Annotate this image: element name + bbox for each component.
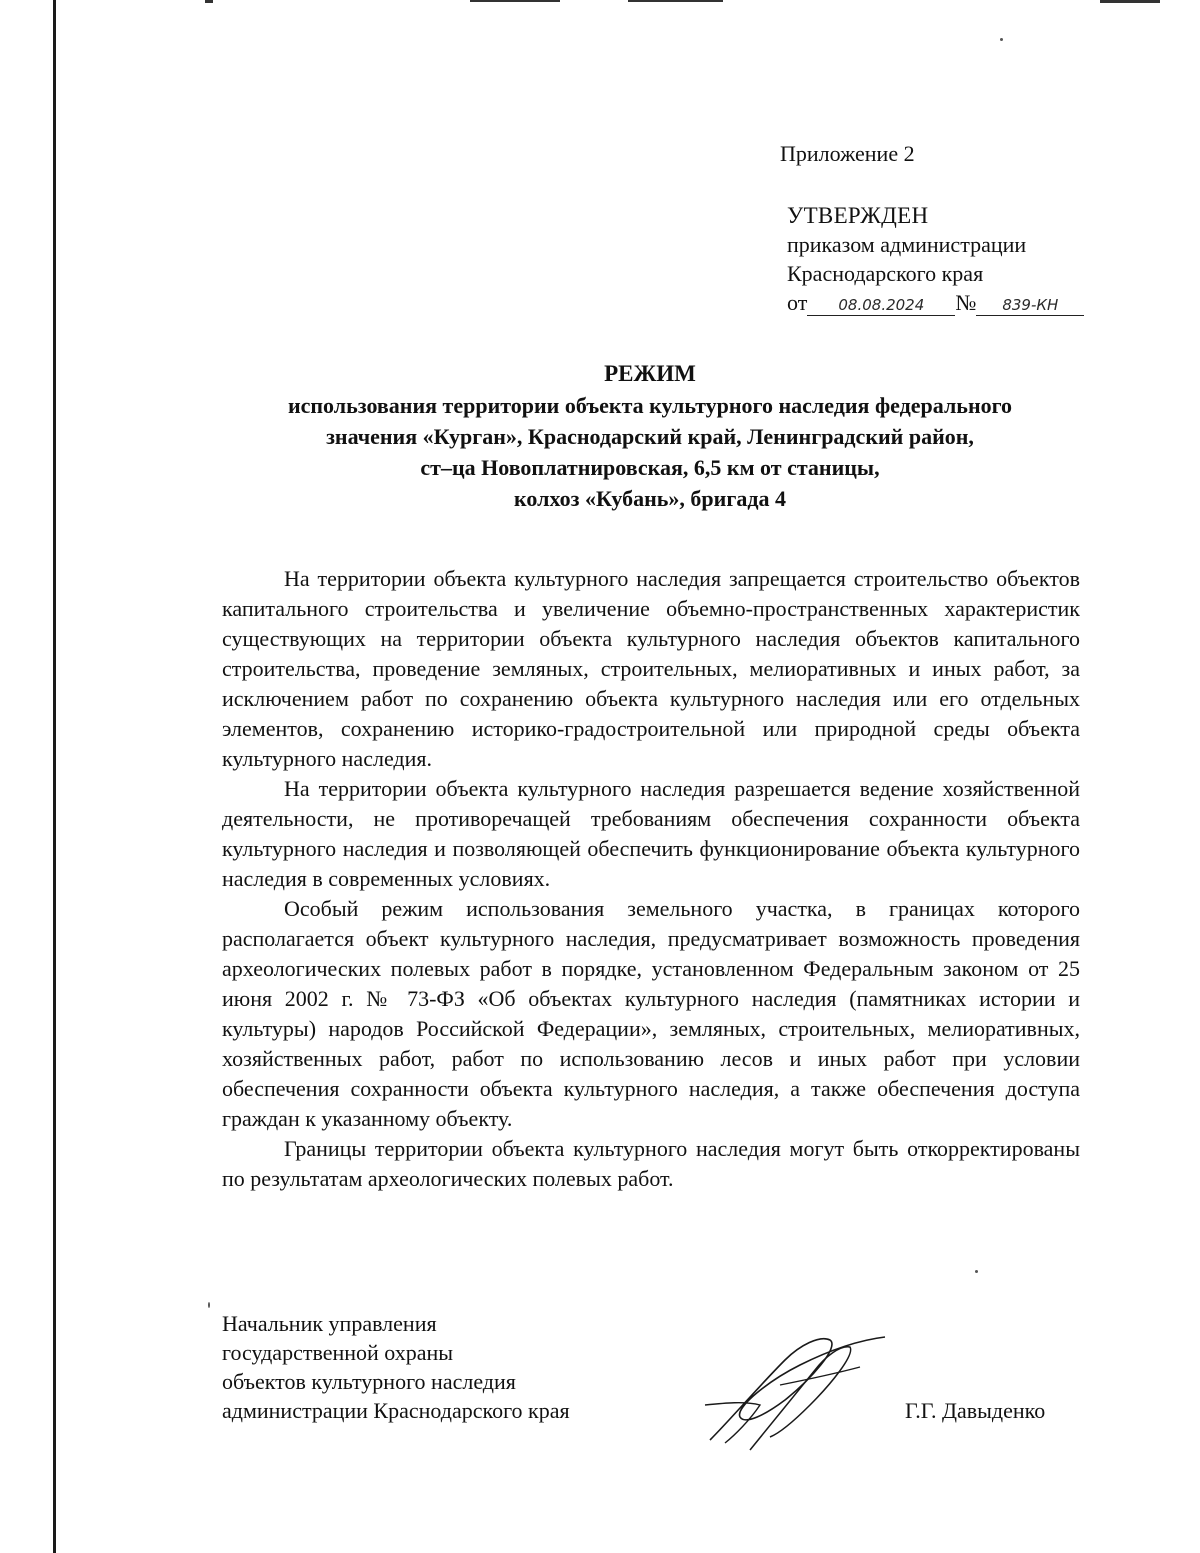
signatory-name: Г.Г. Давыденко (905, 1398, 1046, 1423)
paragraph: На территории объекта культурного наследия разрешается ведение хозяйственной деятельности, не противоречащей требованиям обеспечения сохранности объекта культурного наследия и позволяющей обеспечить функционирование объекта культурного наследия в современных условиях. (222, 776, 1080, 891)
handwritten-number: 839-КН (976, 295, 1084, 316)
paragraph: На территории объекта культурного наследия запрещается строительство объектов капитального строительства и увеличение объемно-пространственных характеристик существующих на территории объекта культурного наследия объектов капитального строительства, проведение земляных, строительных, мелиоративных и иных работ, за исключением работ по сохранению объекта культурного наследия или его отдельных элементов, сохранению историко-градостроительной или природной среды объекта культурного наследия. (222, 566, 1080, 771)
signatory-title (222, 1309, 570, 1425)
signatory-title-line-4: администрации Краснодарского края (222, 1398, 570, 1423)
signatory-title-line-3: объектов культурного наследия (222, 1369, 516, 1394)
scan-speck (975, 1270, 978, 1273)
document-title (200, 358, 1100, 514)
handwritten-date: 08.08.2024 (807, 295, 955, 316)
title-line-4: колхоз «Кубань», бригада 4 (514, 486, 786, 511)
document-body (222, 564, 1080, 1194)
title-main: РЕЖИМ (604, 361, 696, 386)
title-line-1: использования территории объекта культурного наследия федерального (287, 393, 1013, 418)
title-line-3: ст–ца Новоплатнировская, 6,5 км от станицы, (420, 455, 880, 480)
approved-heading: УТВЕРЖДЕН (787, 203, 929, 228)
paragraph: Особый режим использования земельного участка, в границах которого располагается объект культурного наследия, предусматривает возможность проведения археологических полевых работ в порядке, установленном Федеральным законом от 25 июня 2002 г. № 73-ФЗ «Об объектах культурного наследия (памятниках истории и культуры) народов Российской Федерации», земляных, строительных, мелиоративных, хозяйственных работ, работ по использованию лесов и иных работ при условии обеспечения сохранности объекта культурного наследия, а также обеспечения доступа граждан к указанному объекту. (222, 896, 1080, 1131)
scan-speck (208, 1302, 210, 1308)
handwritten-signature (690, 1325, 900, 1455)
paragraph: Границы территории объекта культурного наследия могут быть откорректированы по результатам археологических полевых работ. (222, 1136, 1080, 1191)
approval-line-1: приказом администрации (787, 232, 1027, 257)
order-reference (787, 288, 1084, 317)
title-line-2: значения «Курган», Краснодарский край, Ленинградский район, (326, 424, 974, 449)
scan-speck (1000, 38, 1003, 41)
scan-edge-line (53, 0, 56, 1553)
approval-block (787, 201, 1084, 317)
number-label: № (955, 290, 977, 315)
signatory-title-line-1: Начальник управления (222, 1311, 437, 1336)
from-label: от (787, 290, 808, 315)
signatory-title-line-2: государственной охраны (222, 1340, 454, 1365)
scan-top-marks (0, 0, 1200, 6)
approval-line-2: Краснодарского края (787, 261, 984, 286)
appendix-label: Приложение 2 (780, 141, 915, 166)
